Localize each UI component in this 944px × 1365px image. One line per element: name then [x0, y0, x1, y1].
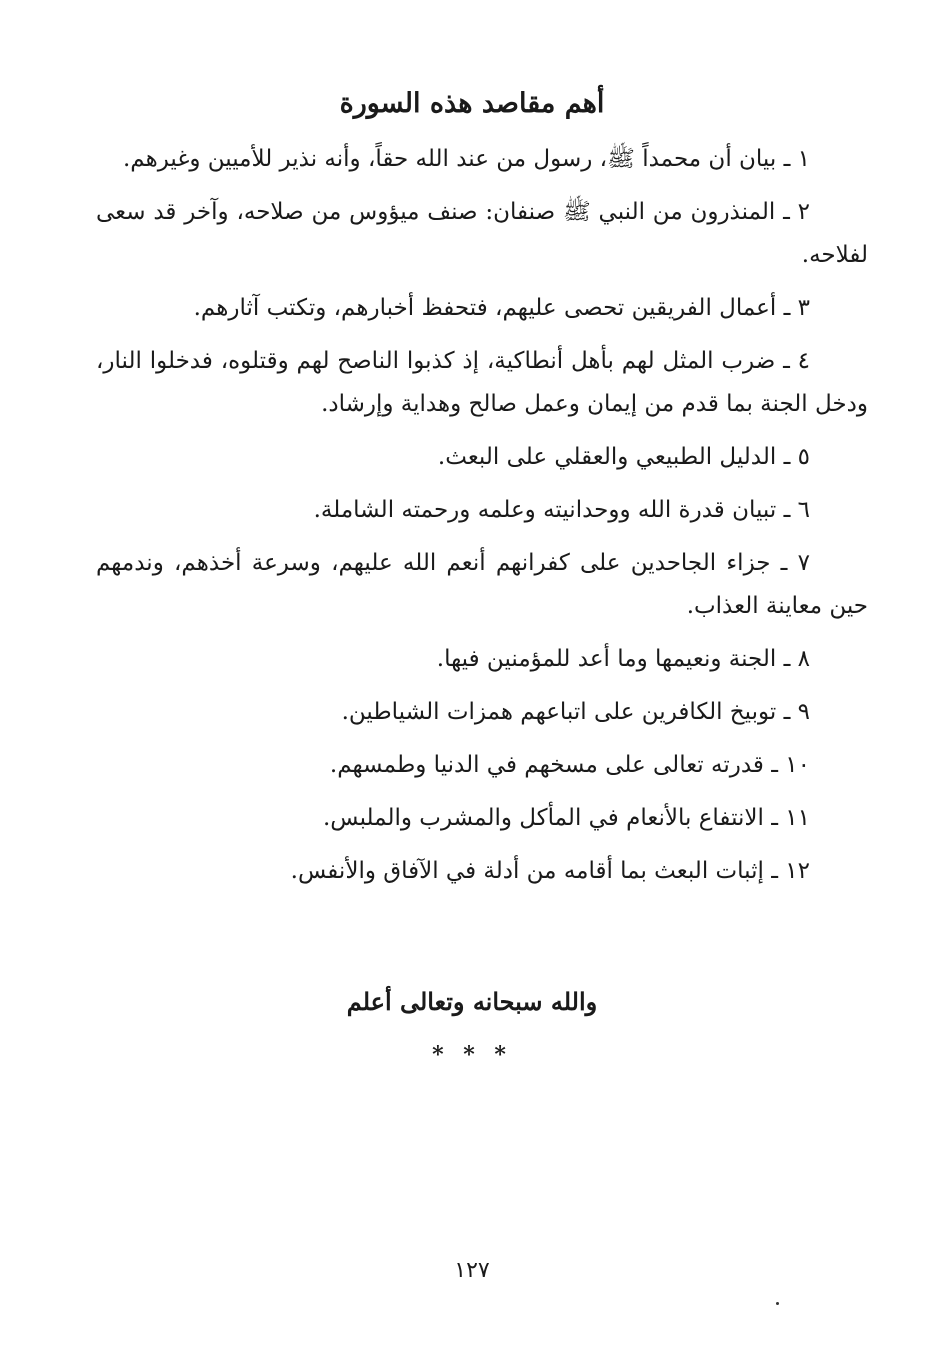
objective-item: ٧ ـ جزاء الجاحدين على كفرانهم أنعم الله عليهم، وسرعة أخذهم، وندمهم حين معاينة العذاب.	[96, 550, 868, 619]
closing-phrase: والله سبحانه وتعالى أعلم	[346, 987, 598, 1016]
page-number: ١٢٧	[454, 1258, 490, 1283]
objective-item: ١١ ـ الانتفاع بالأنعام في المأكل والمشرب والملبس.	[322, 805, 810, 831]
objective-item: ٦ ـ تبيان قدرة الله ووحدانيته وعلمه ورحمته الشاملة.	[313, 497, 810, 523]
objective-item: ٥ ـ الدليل الطبيعي والعقلي على البعث.	[437, 444, 810, 470]
section-separator: * * *	[432, 1042, 512, 1068]
objective-item: ١٠ ـ قدرته تعالى على مسخهم في الدنيا وطمسهم.	[329, 752, 810, 778]
objectives-list	[96, 138, 868, 903]
objective-item: ١٢ ـ إثبات البعث بما أقامه من أدلة في الآفاق والأنفس.	[290, 858, 810, 884]
objective-item: ٤ ـ ضرب المثل لهم بأهل أنطاكية، إذ كذبوا الناصح لهم وقتلوه، فدخلوا النار، ودخل الجنة بما قدم من إيمان وعمل صالح وهداية وإرشاد.	[96, 348, 868, 417]
objective-item: ٣ ـ أعمال الفريقين تحصى عليهم، فتحفظ أخبارهم، وتكتب آثارهم.	[193, 295, 810, 321]
page-title: أهم مقاصد هذه السورة	[339, 88, 605, 119]
scan-speck	[776, 1302, 779, 1305]
objective-item: ٨ ـ الجنة ونعيمها وما أعد للمؤمنين فيها.	[436, 646, 810, 672]
objective-item: ٢ ـ المنذرون من النبي ﷺ صنفان: صنف ميؤوس من صلاحه، وآخر قد سعى لفلاحه.	[96, 199, 868, 268]
objective-item: ٩ ـ توبيخ الكافرين على اتباعهم همزات الشياطين.	[341, 699, 810, 725]
objective-item: ١ ـ بيان أن محمداً ﷺ، رسول من عند الله حقاً، وأنه نذير للأميين وغيرهم.	[122, 146, 810, 172]
